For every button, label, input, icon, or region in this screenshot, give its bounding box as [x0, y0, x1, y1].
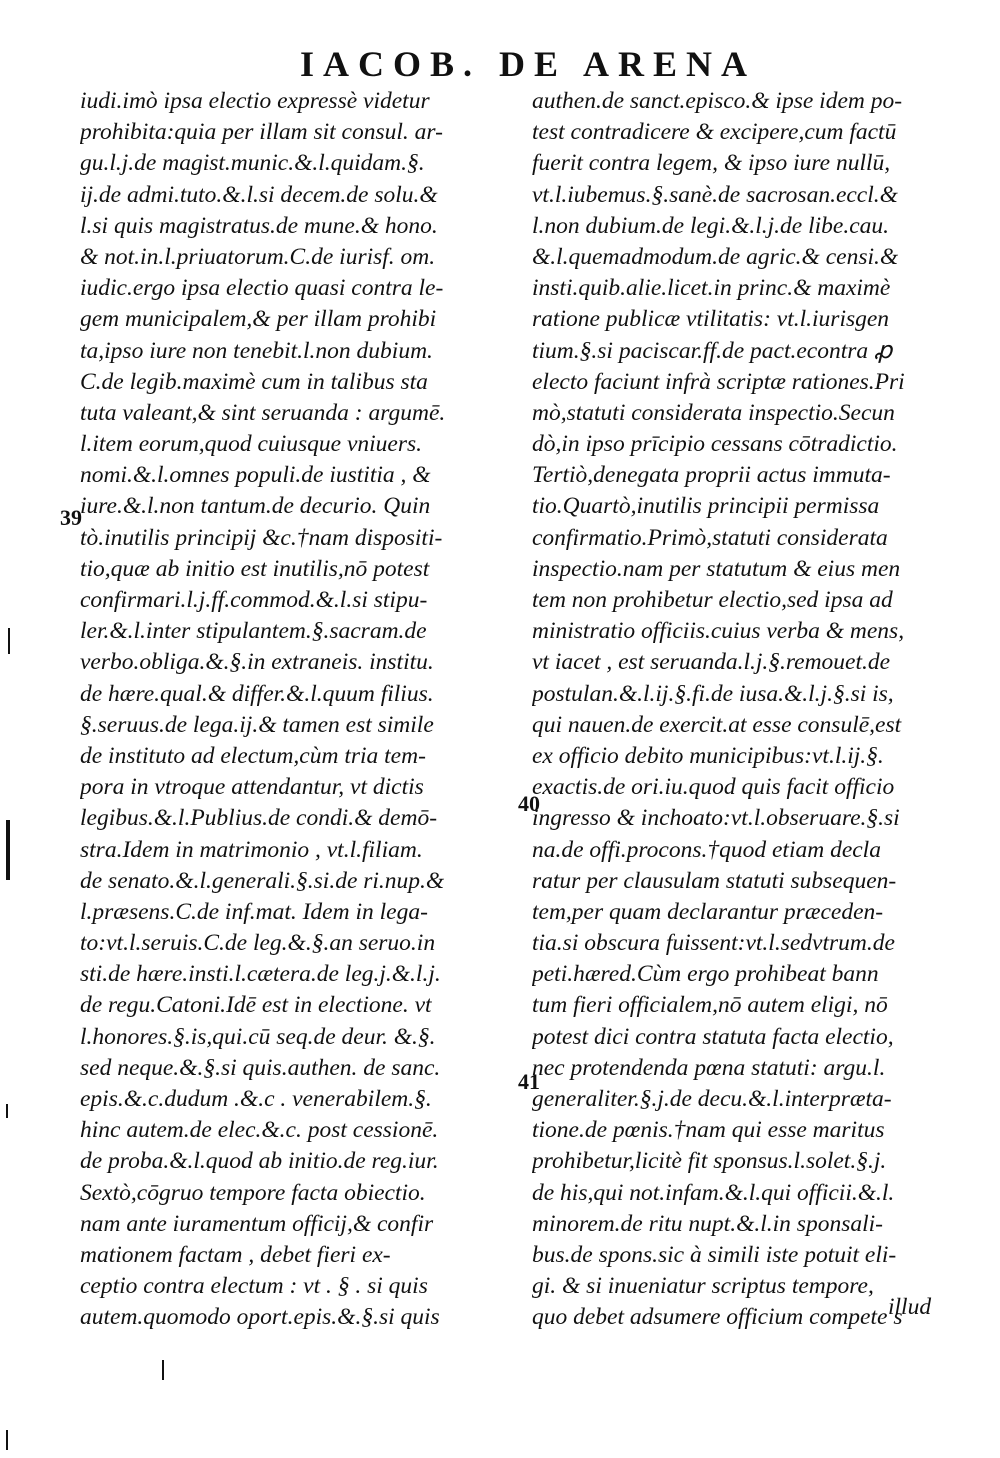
right-column-line: ratur per clausulam statuti subsequen-: [532, 867, 897, 894]
right-column-line: electo faciunt infrà scriptæ rationes.Pri: [532, 368, 905, 395]
left-column-line: de hære.qual.& differ.&.l.quum filius.: [80, 680, 434, 707]
right-column-line: qui nauen.de exercit.at esse consulē,est: [532, 711, 902, 738]
right-column-line: fuerit contra legem, & ipso iure nullū,: [532, 150, 891, 177]
right-column-line: vt.l.iubemus.§.sanè.de sacrosan.eccl.&: [532, 181, 898, 208]
left-column-line: l.item eorum,quod cuiusque vniuers.: [80, 431, 423, 458]
left-column-line: de proba.&.l.quod ab initio.de reg.iur.: [80, 1148, 439, 1175]
left-column-line: tio,quæ ab initio est inutilis,nō potest: [80, 555, 430, 582]
scan-artifact-mark: [162, 1360, 164, 1380]
left-column-line: §.seruus.de lega.ij.& tamen est simile: [80, 711, 434, 738]
left-column-line: & not.in.l.priuatorum.C.de iurisf. om.: [80, 243, 436, 270]
right-column-line: tione.de pœnis.†nam qui esse maritus: [532, 1117, 885, 1144]
scan-artifact-mark: [8, 628, 10, 654]
right-column-line: confirmatio.Primò,statuti considerata: [532, 524, 888, 551]
right-column-line: na.de offi.procons.†quod etiam decla: [532, 836, 881, 863]
left-column-line: C.de legib.maximè cum in talibus sta: [80, 368, 428, 395]
left-column-line: confirmari.l.j.ff.commod.&.l.si stipu-: [80, 587, 428, 613]
right-column-line: peti.hæred.Cùm ergo prohibeat bann: [532, 961, 879, 988]
right-column-line: insti.quib.alie.licet.in princ.& maximè: [532, 275, 891, 302]
right-column-line: mò,statuti considerata inspectio.Secun: [532, 399, 895, 426]
right-column-line: tium.§.si paciscar.ff.de pact.econtra ꝓ: [532, 337, 893, 364]
left-column-line: sed neque.&.§.si quis.authen. de sanc.: [80, 1054, 441, 1081]
left-column-line: de senato.&.l.generali.§.si.de ri.nup.&: [80, 867, 445, 894]
right-column-line: tia.si obscura fuissent:vt.l.sedvtrum.de: [532, 930, 895, 957]
right-column-line: generaliter.§.j.de decu.&.l.interpræta-: [532, 1086, 892, 1112]
scan-artifact-mark: [6, 820, 10, 880]
left-column-line: tò.inutilis principij &c.†nam dispositi-: [80, 524, 443, 551]
left-column-line: l.honores.§.is,qui.cū seq.de deur. &.§.: [80, 1023, 436, 1050]
left-column-line: prohibita:quia per illam sit consul. ar-: [80, 119, 443, 146]
running-title: IACOB. DE ARENA: [300, 44, 757, 84]
right-column-line: bus.de spons.sic à simili iste potuit eli-: [532, 1241, 897, 1268]
left-column-line: de instituto ad electum,cùm tria tem-: [80, 742, 426, 769]
right-column-line: dò,in ipso prīcipio cessans cōtradictio.: [532, 431, 898, 458]
left-column-line: mationem factam , debet fieri ex-: [80, 1241, 391, 1268]
left-column-line: sti.de hære.insti.l.cætera.de leg.j.&.l.j.: [80, 961, 441, 988]
right-column-line: postulan.&.l.ij.§.fi.de iusa.&.l.j.§.si is,: [532, 680, 894, 707]
margin-number-39: 39: [60, 505, 82, 530]
margin-number-40: 40: [518, 791, 540, 816]
left-column-line: ceptio contra electum : vt . § . si quis: [80, 1273, 428, 1300]
left-column-line: pora in vtroque attendantur, vt dictis: [80, 774, 424, 801]
left-column-line: epis.&.c.dudum .&.c . venerabilem.§.: [80, 1086, 432, 1112]
left-column: [80, 86, 510, 1334]
right-column-line: tio.Quartò,inutilis principii permissa: [532, 493, 880, 520]
left-column-line: nam ante iuramentum officij,& confir: [80, 1210, 434, 1237]
left-column-line: autem.quomodo oport.epis.&.§.si quis: [80, 1304, 440, 1331]
left-column-line: to:vt.l.seruis.C.de leg.&.§.an seruo.in: [80, 930, 436, 957]
right-column-line: prohibetur,licitè fit sponsus.l.solet.§.j.: [532, 1148, 887, 1175]
left-column-line: gem municipalem,& per illam prohibi: [80, 306, 437, 333]
left-column-line: gu.l.j.de magist.munic.&.l.quidam.§.: [80, 150, 425, 177]
left-column-line: iudi.imò ipsa electio expressè videtur: [80, 88, 430, 114]
right-column-line: potest dici contra statuta facta electio,: [532, 1023, 894, 1050]
left-column-line: nomi.&.l.omnes populi.de iustitia , &: [80, 462, 431, 489]
left-column-line: iudic.ergo ipsa electio quasi contra le-: [80, 275, 444, 302]
right-column-line: vt iacet , est seruanda.l.j.§.remouet.de: [532, 649, 891, 676]
left-column-line: ler.&.l.inter stipulantem.§.sacram.de: [80, 618, 427, 645]
left-column-line: ij.de admi.tuto.&.l.si decem.de solu.&: [80, 181, 438, 208]
right-column-line: &.l.quemadmodum.de agric.& censi.&: [532, 243, 899, 270]
right-column: [532, 86, 960, 1334]
right-column-line: nec protendenda pœna statuti: argu.l.: [532, 1054, 886, 1081]
catchword: illud: [888, 1294, 932, 1320]
right-column-line: test contradicere & excipere,cum factū: [532, 119, 897, 146]
left-column-line: verbo.obliga.&.§.in extraneis. institu.: [80, 649, 434, 676]
right-column-line: ex officio debito municipibus:vt.l.ij.§.: [532, 742, 884, 769]
left-column-line: de regu.Catoni.Idē est in electione. vt: [80, 992, 432, 1019]
scan-artifact-mark: [6, 1104, 8, 1118]
right-column-line: authen.de sanct.episco.& ipse idem po-: [532, 88, 903, 114]
right-column-line: tem non prohibetur electio,sed ipsa ad: [532, 587, 893, 613]
right-column-line: tem,per quam declarantur præceden-: [532, 898, 884, 925]
left-column-line: ta,ipso iure non tenebit.l.non dubium.: [80, 337, 433, 364]
right-column-line: Tertiò,denegata proprii actus immuta-: [532, 462, 891, 489]
right-column-line: ratione publicæ vtilitatis: vt.l.iurisgen: [532, 306, 890, 333]
left-column-line: Sextò,cōgruo tempore facta obiectio.: [80, 1179, 426, 1206]
left-column-line: tuta valeant,& sint seruanda : argumē.: [80, 399, 446, 426]
right-column-line: exactis.de ori.iu.quod quis facit officio: [532, 774, 895, 801]
right-column-line: inspectio.nam per statutum & eius men: [532, 555, 901, 582]
right-column-line: gi. & si inueniatur scriptus tempore,: [532, 1273, 874, 1300]
right-column-line: ministratio officiis.cuius verba & mens,: [532, 618, 905, 645]
right-column-line: l.non dubium.de legi.&.l.j.de libe.cau.: [532, 212, 890, 239]
right-column-line: de his,qui not.infam.&.l.qui officii.&.l.: [532, 1179, 895, 1206]
left-column-line: iure.&.l.non tantum.de decurio. Quin: [80, 493, 431, 520]
left-column-line: stra.Idem in matrimonio , vt.l.filiam.: [80, 836, 423, 863]
right-column-line: quo debet adsumere officium compete s: [532, 1304, 903, 1331]
left-column-line: hinc autem.de elec.&.c. post cessionē.: [80, 1117, 439, 1144]
left-column-line: legibus.&.l.Publius.de condi.& demō-: [80, 805, 438, 832]
right-column-line: minorem.de ritu nupt.&.l.in sponsali-: [532, 1210, 883, 1237]
left-column-line: l.præsens.C.de inf.mat. Idem in lega-: [80, 898, 428, 925]
scan-artifact-mark: [6, 1430, 8, 1450]
left-column-line: l.si quis magistratus.de mune.& hono.: [80, 212, 438, 239]
right-column-line: ingresso & inchoato:vt.l.obseruare.§.si: [532, 805, 900, 832]
margin-number-41: 41: [518, 1069, 540, 1094]
right-column-line: tum fieri officialem,nō autem eligi, nō: [532, 992, 888, 1019]
